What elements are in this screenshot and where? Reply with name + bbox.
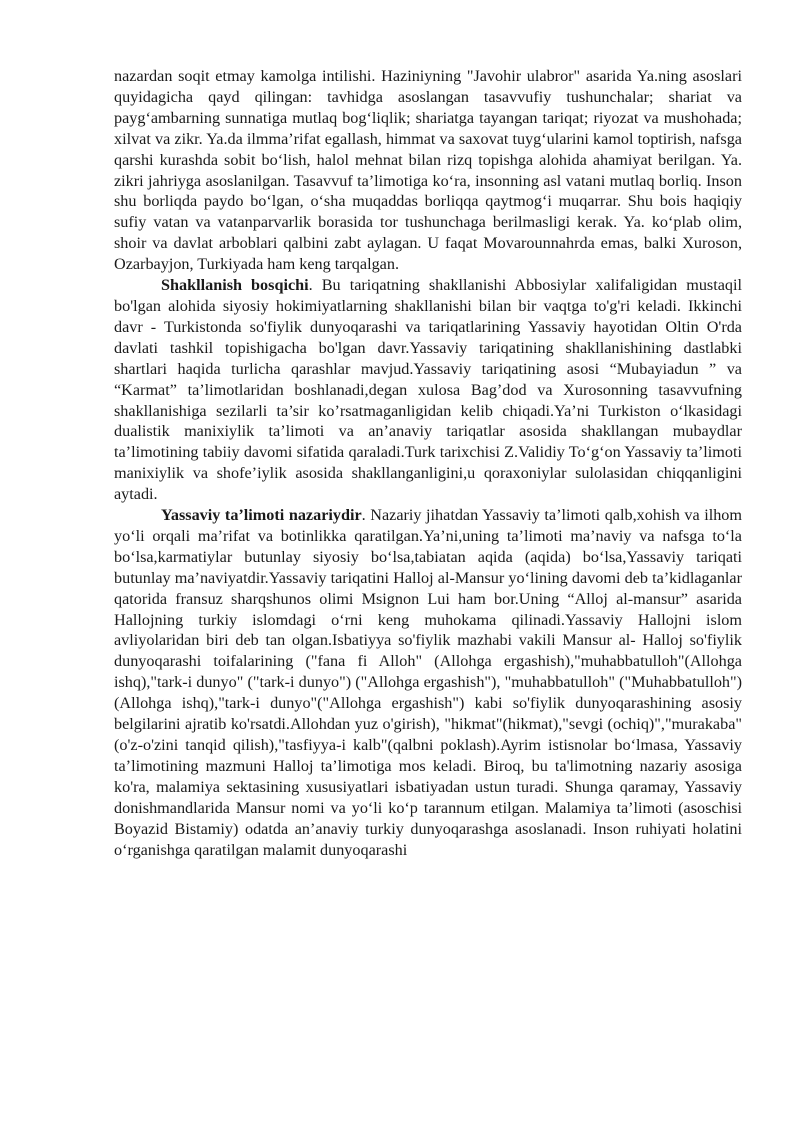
- paragraph-nazariy-text: . Nazariy jihatdan Yassaviy ta’limoti qalb,xohish va ilhom yo‘li orqali ma’rifat va botinlikka qaratilgan.Ya’ni,uning ta’limoti ma’naviy va nafsga to‘la bo‘lsa,karmatiylar butunlay siyosiy bo‘lsa,tabiatan aqida (aqida) bo‘lsa,Yassaviy tariqati butunlay ma’naviyatdir.Yassaviy tariqatini Halloj al-Mansur yo‘lining davomi deb ta’kidlaganlar qatorida fransuz sharqshunos olimi Msignon Lui ham bor.Uning “Alloj al-mansur” asarida Hallojning turkiy islomdagi o‘rni keng muhokama qilinadi.Yassaviy Hallojni islom avliyolaridan biri deb tan olgan.Isbatiyya so'fiylik mazhabi vakili Mansur al- Halloj so'fiylik dunyoqarashi toifalarining ("fana fi Alloh" (Allohga ergashish),"muhabbatulloh"(Allohga ishq),"tark-i dunyo" ("tark-i dunyo") ("Allohga ergashish"), "muhabbatulloh" ("Muhabbatulloh") (Allohga ishq),"tark-i dunyo"("Allohga ergashish") kabi so'fiylik dunyoqarashining asosiy belgilarini ajratib ko'rsatdi.Allohdan yuz o'girish), "hikmat"(hikmat),"sevgi (ochiq)","murakaba" (o'z-o'zini tanqid qilish),"tasfiyya-i kalb"(qalbni poklash).Ayrim istisnolar bo‘lmasa, Yassaviy ta’limotining mazmuni Halloj ta’limotiga mos keladi. Biroq, bu ta'limotning nazariy asosiga ko'ra, malamiya sektasining xususiyatlari isbatiyadan ustun turadi. Shunga qaramay, Yassaviy donishmandlarida Mansur nomi va yo‘li ko‘p tarannum etilgan. Malamiya ta’limoti (asoschisi Boyazid Bistamiy) odatda an’anaviy turkiy dunyoqarashga asoslanadi. Inson ruhiyati holatini o‘rganishga qaratilgan malamit dunyoqarashi: [114, 506, 742, 859]
- heading-yassaviy-talimoti: Yassaviy ta’limoti nazariydir: [161, 506, 362, 525]
- paragraph-intro-text: nazardan soqit etmay kamolga intilishi. Haziniyning "Javohir ulabror" asarida Ya.ning asoslari quyidagicha qayd qilingan: tavhidga asoslangan tasavvufiy tushunchalar; shariat va payg‘ambarning sunnatiga mutlaq bog‘liqlik; shariatga tayangan tariqat; riyozat va mushohada; xilvat va zikr. Ya.da ilmma’rifat egallash, himmat va saxovat tuyg‘ularini kamol toptirish, nafsga qarshi kurashda sobit bo‘lish, halol mehnat bilan rizq topishga alohida ahamiyat berilgan. Ya. zikri jahriyga asoslanilgan. Tasavvuf ta’limotiga ko‘ra, insonning asl vatani mutlaq borliq. Inson shu borliqda paydo bo‘lgan, o‘sha muqaddas borliqqa qaytmog‘i muqarrar. Shu bois haqiqiy sufiy vatan va vatanparvarlik borasida tor tushunchaga berilmasligi kerak. Ya. ko‘plab olim, shoir va davlat arboblari qalbini zabt aylagan. U faqat Movarounnahrda emas, balki Xuroson, Ozarbayjon, Turkiyada ham keng tarqalgan.: [114, 67, 742, 274]
- paragraph-shakllanish: [114, 275, 742, 505]
- paragraph-intro: [114, 66, 742, 275]
- paragraph-shakllanish-text: . Bu tariqatning shakllanishi Abbosiylar xalifaligidan mustaqil bo'lgan alohida siyosiy hokimiyatlarning shakllanishi bilan bir vaqtga to'g'ri keladi. Ikkinchi davr - Turkistonda so'fiylik dunyoqarashi va tariqatlarining Yassaviy hayotidan Oltin O'rda davlati tashkil topishigacha bo'lgan davr.Yassaviy tariqatining shakllanishining dastlabki shartlari haqida turlicha qarashlar mavjud.Yassaviy tariqatining asosi “Mubayiadun ” va “Karmat” ta’limotlaridan boshlanadi,degan xulosa Bag’dod va Xurosonning tasavvufning shakllanishiga sezilarli ta’sir ko’rsatmaganligidan kelib chiqadi.Ya’ni Turkiston o‘lkasidagi dualistik manixiylik ta’limoti va an’anaviy tariqatlar asosida shakllangan mubaydlar ta’limotining tabiiy davomi sifatida qaraladi.Turk tarixchisi Z.Validiy To‘g‘on Yassaviy ta’limoti manixiylik va shofe’iylik asosida shakllanganligini,u qoraxoniylar sulolasidan chiqqanligini aytadi.: [114, 276, 743, 504]
- paragraph-nazariy: [114, 505, 742, 860]
- heading-shakllanish-bosqichi: Shakllanish bosqichi: [161, 276, 309, 295]
- document-page: [114, 66, 742, 860]
